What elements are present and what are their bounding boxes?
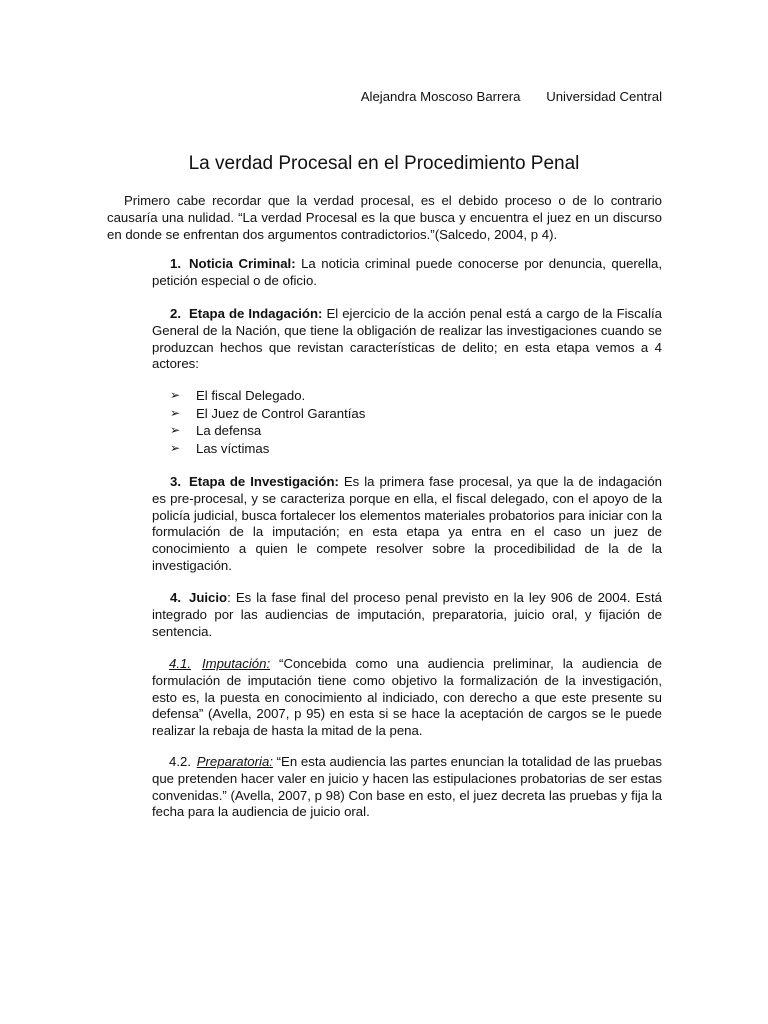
section-number: 1. [170, 256, 181, 271]
section-text: : Es la fase final del proceso penal previsto en la ley 906 de 2004. Está integrado por las audiencias de imputación, preparatoria, juicio oral, y fijación de sentencia. [152, 590, 662, 639]
subsection-number: 4.2. [169, 754, 191, 769]
section-text: El ejercicio de la acción penal está a cargo de la Fiscalía General de la Nación, que tiene la obligación de realizar las investigaciones cuando se produzcan hechos que revistan características de delito; en esta etapa vemos a 4 actores: [152, 306, 662, 372]
subsection-number: 4.1. [169, 656, 191, 671]
document-title: La verdad Procesal en el Procedimiento Penal [188, 153, 580, 174]
list-item: ➢ El fiscal Delegado. [170, 388, 306, 403]
section-heading: Etapa de Investigación: [189, 474, 339, 489]
section-text: Es la primera fase procesal, ya que la de indagación es pre-procesal, y se caracteriza porque en ella, el fiscal delegado, con el apoyo de la policía judicial, busca fortalecer los elementos materiales probatorios para iniciar con la formulación de la imputación; en esta etapa ya entra en el caso un juez de conocimiento a quien le compete resolver sobre la procedibilidad de la de la investigación. [152, 474, 662, 573]
section-etapa-investigacion [152, 474, 662, 575]
subsection-text: “Concebida como una audiencia preliminar, la audiencia de formulación de imputación tiene como objetivo la formalización de la investigación, esto es, la puesta en conocimiento al indiciado, con derecho a que este presente su defensa” (Avella, 2007, p 95) en esta si se hace la aceptación de cargos se le puede realizar la rebaja de hasta la mitad de la pena. [152, 656, 662, 739]
section-heading: Juicio [189, 590, 228, 605]
section-noticia-criminal [152, 256, 662, 290]
section-juicio [152, 590, 662, 640]
list-item: ➢ El Juez de Control Garantías [170, 405, 366, 421]
institution-name: Universidad Central [546, 89, 662, 104]
page-header [361, 89, 662, 105]
arrow-bullet-icon: ➢ [170, 405, 181, 420]
arrow-bullet-icon: ➢ [170, 440, 181, 455]
list-item: ➢ Las víctimas [170, 440, 270, 456]
arrow-bullet-icon: ➢ [170, 388, 181, 402]
section-heading: Etapa de Indagación: [189, 306, 323, 321]
subsection-heading: Preparatoria: [196, 754, 273, 769]
author-name: Alejandra Moscoso Barrera [360, 89, 521, 104]
subsection-text: “En esta audiencia las partes enuncian la totalidad de las pruebas que pretenden hacer valer en juicio y hacen las estipulaciones probatorias de ser estas convenidas.” (Avella, 2007, p 98) Con base en esto, el juez decreta las pruebas y fija la fecha para la audiencia de juicio oral. [152, 754, 662, 820]
subsection-heading: Imputación: [201, 656, 271, 671]
section-text: La noticia criminal puede conocerse por denuncia, querella, petición especial o de oficio. [152, 256, 662, 288]
arrow-bullet-icon: ➢ [170, 423, 181, 438]
list-item: ➢ La defensa [170, 423, 262, 439]
subsection-imputacion [152, 656, 662, 740]
section-number: 3. [170, 474, 181, 489]
subsection-preparatoria [152, 754, 662, 821]
actors-list [170, 387, 365, 457]
section-number: 4. [170, 590, 181, 605]
section-number: 2. [170, 306, 181, 321]
section-etapa-indagacion [152, 306, 662, 373]
intro-paragraph: Primero cabe recordar que la verdad procesal, es el debido proceso o de lo contrario causaría una nulidad. “La verdad Procesal es la que busca y encuentra el juez en un discurso en donde se enfrentan dos argumentos contradictorios.”(Salcedo, 2004, p 4). [107, 193, 662, 242]
section-heading: Noticia Criminal: [189, 256, 296, 271]
